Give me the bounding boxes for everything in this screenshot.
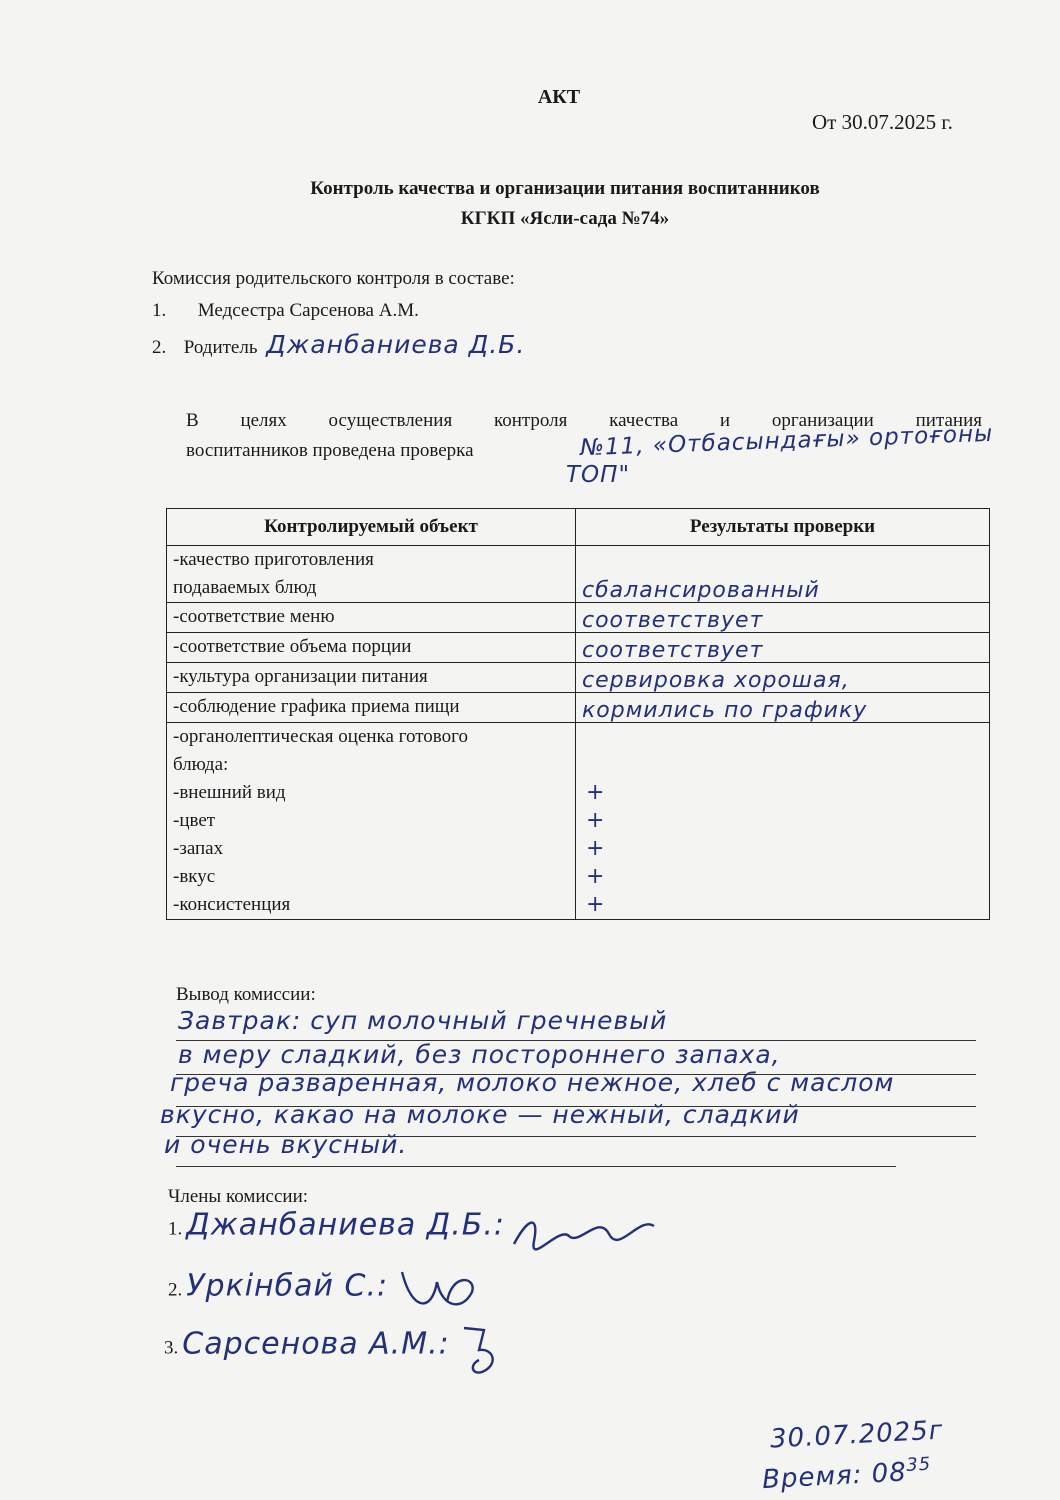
organoleptic-mark: +: [586, 780, 606, 805]
purpose-line1: В целях осуществления контроля качества и организации питания: [186, 410, 982, 431]
row-result: [576, 663, 990, 693]
row-result-handwritten: соответствует: [582, 608, 764, 633]
row-result-handwritten: соответствует: [582, 638, 764, 663]
header-result: Результаты проверки: [576, 509, 990, 546]
footer-date: 30.07.2025г: [769, 1415, 945, 1455]
purpose-line2: [186, 440, 474, 462]
document-date: От 30.07.2025 г.: [812, 110, 953, 134]
conclusion-line: вкусно, какао на молоке — нежный, сладкий: [160, 1100, 800, 1129]
conclusion-line: греча разваренная, молоко нежное, хлеб с маслом: [170, 1068, 895, 1097]
conclusion-line: в меру сладкий, без постороннего запаха,: [178, 1040, 781, 1069]
signature-name: Уркінбай С.:: [186, 1268, 389, 1304]
signature-2: [168, 1262, 482, 1322]
footer-time: [761, 1454, 932, 1495]
table-header-row: [167, 509, 990, 546]
signature-name: Сарсенова А.М.:: [182, 1326, 450, 1362]
members-label: Члены комиссии:: [168, 1186, 309, 1207]
row-result: [576, 693, 990, 723]
signature-name: Джанбаниева Д.Б.:: [186, 1207, 505, 1243]
table-row: [167, 693, 990, 723]
table-row-organoleptic: [167, 723, 990, 920]
table-row: [167, 603, 990, 633]
organoleptic-item-taste: -вкус: [173, 866, 216, 887]
conclusion-rule: [176, 1166, 896, 1167]
signature-scribble: [392, 1262, 482, 1322]
organoleptic-mark: +: [586, 836, 606, 861]
row-object: [167, 546, 576, 603]
signature-scribble: [454, 1320, 524, 1380]
member-2: [152, 330, 525, 359]
table-row: [167, 663, 990, 693]
member-2-handwritten: Джанбаниева Д.Б.: [266, 330, 526, 359]
table-row: [167, 546, 990, 603]
conclusion-line: Завтрак: суп молочный гречневый: [178, 1006, 668, 1035]
row-result-handwritten: кормились по графику: [582, 698, 868, 723]
footer-time-minutes: 35: [905, 1453, 932, 1476]
organoleptic-labels: [167, 723, 576, 920]
member-2-label: Родитель: [183, 337, 258, 358]
row-result: [576, 633, 990, 663]
organoleptic-marks: [576, 723, 990, 920]
row-object: -культура организации питания: [167, 663, 576, 693]
member-1-label: Медсестра Сарсенова А.М.: [197, 300, 419, 321]
commission-intro: Комиссия родительского контроля в составе:: [152, 268, 515, 289]
row-object-line: подаваемых блюд: [173, 577, 317, 598]
purpose-handwritten-2: ТОП": [566, 462, 631, 488]
row-result: [576, 603, 990, 633]
member-2-number: 2.: [152, 337, 167, 358]
organoleptic-mark: +: [586, 892, 606, 917]
organoleptic-item-consistency: -консистенция: [173, 894, 291, 915]
purpose-handwritten-1: №11, «Отбасындағы» ортоғоны: [579, 420, 994, 462]
row-result-handwritten: сбалансированный: [582, 578, 820, 603]
conclusion-label: Вывод комиссии:: [176, 984, 316, 1005]
organoleptic-label: -органолептическая оценка готового: [173, 726, 468, 747]
organoleptic-item-appearance: -внешний вид: [173, 782, 286, 803]
organoleptic-item-smell: -запах: [173, 838, 224, 859]
document-heading-line1: Контроль качества и организации питания воспитанников: [310, 178, 820, 199]
signature-number: 2.: [168, 1279, 183, 1301]
document-heading-line2: КГКП «Ясли-сада №74»: [460, 208, 670, 229]
row-result: [576, 546, 990, 603]
signature-1: [168, 1206, 659, 1256]
organoleptic-mark: +: [586, 808, 606, 833]
signature-scribble: [509, 1206, 659, 1256]
purpose-line2-text: воспитанников проведена проверка: [186, 440, 474, 461]
table-row: [167, 633, 990, 663]
signature-number: 1.: [168, 1218, 183, 1240]
signature-3: [164, 1320, 524, 1380]
member-1-number: 1.: [152, 300, 167, 321]
footer-time-label: Время: 08: [761, 1457, 908, 1496]
row-object: -соответствие объема порции: [167, 633, 576, 663]
member-1: [152, 300, 419, 322]
header-object: Контролируемый объект: [167, 509, 576, 546]
results-table: [166, 508, 990, 920]
row-result-handwritten: сервировка хорошая,: [582, 668, 850, 693]
row-object: -соблюдение графика приема пищи: [167, 693, 576, 723]
row-object-line: -качество приготовления: [173, 549, 374, 570]
conclusion-line: и очень вкусный.: [164, 1130, 408, 1159]
document-title: АКТ: [537, 86, 581, 108]
organoleptic-label: блюда:: [173, 754, 229, 775]
organoleptic-item-color: -цвет: [173, 810, 216, 831]
row-object: -соответствие меню: [167, 603, 576, 633]
signature-number: 3.: [164, 1337, 179, 1359]
organoleptic-mark: +: [586, 864, 606, 889]
